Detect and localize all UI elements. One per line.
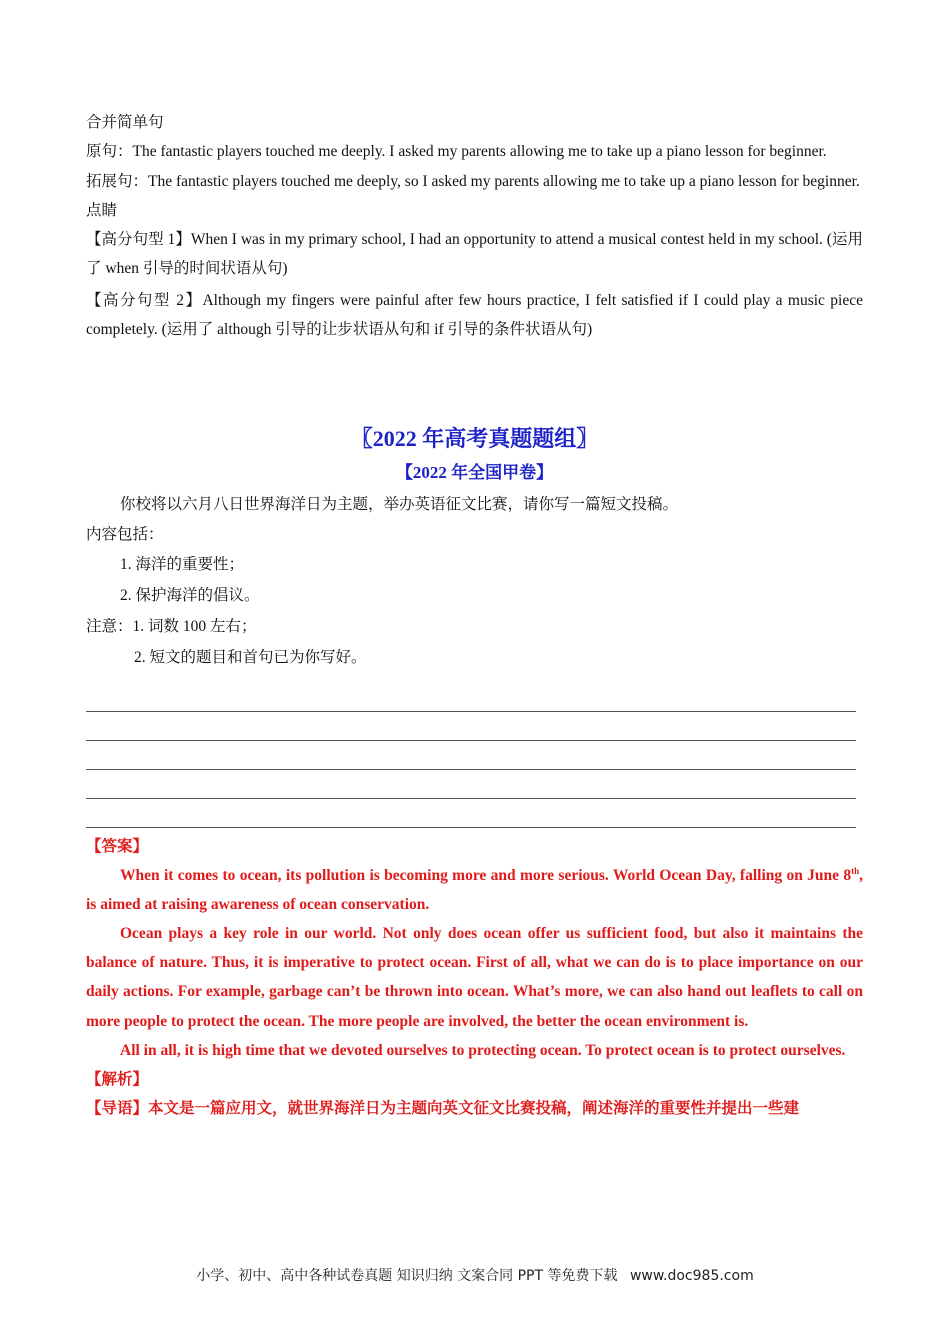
heading-merge-sentences: 合并简单句 <box>86 114 164 131</box>
answer-paragraph-1 <box>86 861 863 919</box>
page-footer <box>0 1265 950 1285</box>
guide-text: 【导语】本文是一篇应用文，就世界海洋日为主题向英文征文比赛投稿，阐述海洋的重要性并提出一些建 <box>86 1099 800 1117</box>
writing-line[interactable] <box>86 741 856 770</box>
writing-lines <box>86 683 863 828</box>
original-text: The fantastic players touched me deeply. I asked my parents allowing me to take up a piano lesson for beginner. <box>132 143 827 161</box>
task-note-1: 注意：1. 词数 100 左右； <box>86 617 257 635</box>
section-title: 〖2022 年高考真题题组〗 <box>350 426 599 452</box>
task-item-1: 1. 海洋的重要性； <box>120 555 245 573</box>
answer-label: 【答案】 <box>86 837 149 855</box>
task-item-2: 2. 保护海洋的倡议。 <box>120 586 260 604</box>
original-label: 原句： <box>86 143 133 161</box>
original-sentence <box>86 137 863 166</box>
pattern-2-label: 【高分句型 2】 <box>86 291 203 309</box>
analysis-label: 【解析】 <box>86 1070 149 1088</box>
writing-line[interactable] <box>86 799 856 828</box>
writing-line[interactable] <box>86 770 856 799</box>
task-content-label: 内容包括： <box>86 525 164 543</box>
task-note-2: 2. 短文的题目和首句已为你写好。 <box>134 648 367 666</box>
section-subtitle: 【2022 年全国甲卷】 <box>395 463 554 483</box>
pattern-2 <box>86 286 863 345</box>
answer-paragraph-2: Ocean plays a key role in our world. Not only does ocean offer us sufficient food, but also it maintains the balance of nature. Thus, it is imperative to protect ocean. First of all, what we can do is to place importance on our daily actions. For example, garbage can’t be thrown into ocean. What’s more, we can also hand out leaflets to call on more people to protect the ocean. The more people are involved, the better the ocean environment is. <box>86 925 863 1030</box>
task-intro: 你校将以六月八日世界海洋日为主题，举办英语征文比赛，请你写一篇短文投稿。 <box>120 496 679 514</box>
footer-text: 小学、初中、高中各种试卷真题 知识归纳 文案合同 PPT 等免费下载 <box>196 1268 618 1284</box>
footer-site-link[interactable]: www.doc985.com <box>629 1268 754 1284</box>
answer-block <box>86 832 863 1123</box>
extended-sentence <box>86 167 863 196</box>
answer-p1-part-a: When it comes to ocean, its pollution is becoming more and more serious. World Ocean Day, falling on June 8 <box>120 867 852 885</box>
answer-paragraph-3: All in all, it is high time that we devoted ourselves to protecting ocean. To protect ocean is to protect ourselves. <box>120 1041 846 1059</box>
writing-line[interactable] <box>86 683 856 712</box>
answer-p1-part-b: , is aimed at raising awareness of ocean conservation. <box>86 867 863 914</box>
pattern-1 <box>86 225 863 284</box>
extended-text: The fantastic players touched me deeply, so I asked my parents allowing me to take up a piano lesson for beginner. <box>148 172 860 190</box>
pattern-2-text: Although my fingers were painful after few hours practice, I felt satisfied if I could play a music piece completely. (运用了 although 引导的让步状语从句和 if 引导的条件状语从句) <box>86 291 863 339</box>
pattern-1-text: When I was in my primary school, I had an opportunity to attend a musical contest held in my school. (运用了 when 引导的时间状语从句) <box>86 231 863 278</box>
document-page <box>86 108 863 1123</box>
answer-p1-superscript: th <box>851 866 860 877</box>
heading-highlight: 点睛 <box>86 201 118 219</box>
extended-label: 拓展句： <box>86 172 149 190</box>
writing-line[interactable] <box>86 712 856 741</box>
pattern-1-label: 【高分句型 1】 <box>86 231 191 249</box>
